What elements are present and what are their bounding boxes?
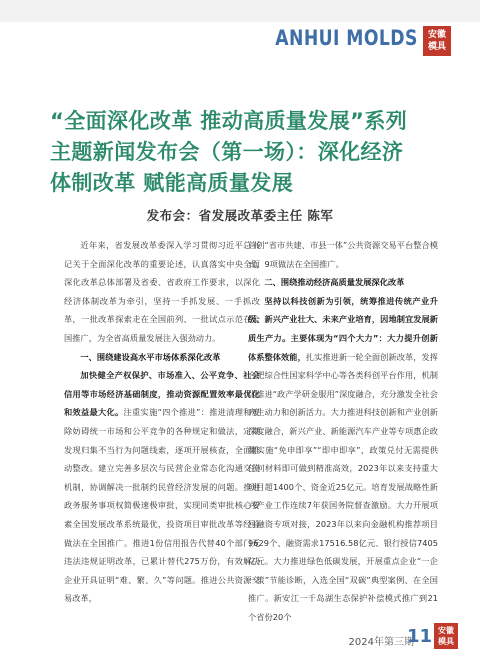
page-number: 11 [406, 626, 432, 647]
continued-paragraph: 首创“省市共建、市县一体”公共资源交易平台整合模式，9项做法在全国推广。 [248, 240, 438, 269]
section1-body: 注重实施“四个推进”：推进清理和废除妨碍统一市场和公平竞争的各种规定和做法，定期发现归集不当行为问题线索，逐项开展核查，全面推动整改。建立完善多层次与民营企业常态化沟通交流机制，协调解决一批制约民营经济发展的问题。推进政务服务事项权简极速极审批，实现同类审批核心要素全国发展改革系统最优，投资项目审批改革等经验做法在全国推广。推进1份信用报告代替40个部门无违法违规证明改革，已累计替代275万份，有效解决企业开具证明“难、繁、久”等问题。推进公共资源交易改革， [64, 407, 260, 604]
section2-lead: 坚持以科技创新为引领，统筹推进传统产业升级、新兴产业壮大、未来产业培育，因地制宜发展新质生产力。主要体现为“四个大力”：大力提升创新体系整体效能， [248, 295, 438, 362]
footer-badge-line1: 安徽 [438, 626, 454, 635]
footer-badge-line2: 模具 [438, 637, 454, 646]
title-line-3: 体制改革 赋能高质量发展 [50, 171, 294, 195]
publisher-name: 省发展改革委主任 陈军 [198, 208, 334, 223]
badge-line2: 模具 [427, 42, 446, 52]
intro-paragraph: 近年来，省发展改革委深入学习贯彻习近平总书记关于全面深化改革的重要论述，认真落实中央全面深化改革总体部署及省委、省政府工作要求，以深化经济体制改革为牵引，坚持一手抓发展、一手抓改革，一批改革探索走在全国前列、一批试点示范在全国推广，为全省高质量发展注入强劲动力。 [64, 240, 260, 343]
section-heading-2: 二、围绕推动经济高质量发展深化改革 [264, 277, 405, 288]
right-column [248, 236, 438, 626]
publisher-label: 发布会： [146, 208, 199, 223]
badge-line1: 安徽 [427, 30, 446, 40]
article-title [50, 106, 450, 199]
section1-paragraph [64, 366, 260, 608]
section1-lead: 加快健全产权保护、市场准入、公平竞争、社会信用等市场经济基础制度，推动资源配置效率最优化和效益最大化。 [64, 370, 260, 418]
publisher-line [0, 206, 480, 224]
section-heading-1: 一、围绕建设高水平市场体系深化改革 [80, 351, 221, 362]
magazine-badge [423, 26, 451, 56]
title-line-1: “全面深化改革 推动高质量发展”系列 [50, 109, 408, 133]
left-column [64, 236, 260, 608]
section2-body: 扎实推进新一轮全面创新改革，发挥合肥综合性国家科学中心等各类科创平台作用，机制化推进“政产学研金服用”深度融合，充分激发全社会内生动力和创新活力。大力推进科技创新和产业创新深度融合，新兴产业、新能源汽车产业等专项惠企政策实施“免申即享”“即申即享”，政策兑付无需提供任何材料即可做到精准高效，2023年以来支持重大项目超1400个、资金近25亿元。培育发展战略性新兴产业工作连续7年获国务院督查激励。大力开展项目融资专项对接，2023年以来向金融机构推荐项目9629个、融资需求17516.58亿元、银行授信7405亿元。大力推进绿色低碳发展，开展重点企业“一企一策”节能诊断，入选全国“双碳”典型案例、在全国推广。新安江一千岛湖生态保护补偿模式推广到21个省份20个 [248, 351, 438, 622]
section2-paragraph [248, 292, 438, 627]
magazine-brand: ANHUI MOLDS [275, 26, 418, 50]
header-band [0, 0, 480, 22]
footer-badge [434, 623, 458, 649]
title-line-2: 主题新闻发布会（第一场）：深化经济 [50, 140, 404, 164]
issue-label: 2024年第三期 [348, 637, 414, 648]
